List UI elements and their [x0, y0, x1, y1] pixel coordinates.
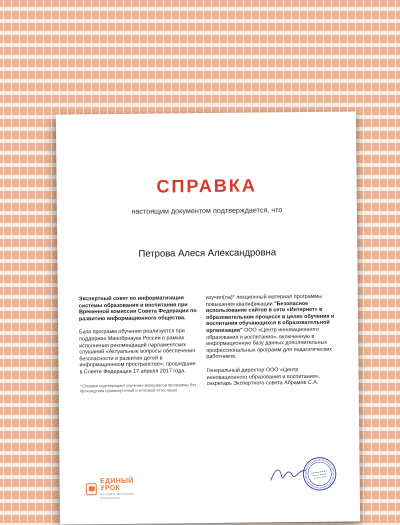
- right-column: [206, 294, 339, 395]
- logo-icon: [86, 483, 98, 495]
- certificate-subtitle: настоящим документом подтверждается, что: [131, 205, 283, 216]
- left-column: [79, 295, 198, 393]
- footnote: * Справка подтверждает изучение материалов программы без прохождения промежуточной и итоговой аттестации: [79, 381, 197, 393]
- edinyi-urok-logo: [86, 477, 148, 501]
- certificate-page: [56, 111, 360, 524]
- logo-name: ЕДИНЫЙ УРОК: [100, 477, 134, 493]
- council-heading: Экспертный совет по информатизации системы образования и воспитания при Временной комиссии Совета Федерации по развитию информационного общества.: [78, 295, 197, 323]
- signatory-text: Генеральный директор ООО «Центр инновационного образования и воспитания», секретарь Экспертного совета Абрамов С.А.: [206, 366, 321, 388]
- program-base-text: База программ обучения реализуется при поддержке Минобрнауки России в рамках исполнения рекомендаций парламентских слушаний «Актуальные вопросы обеспечения безопасности и развития детей в информационном пространстве», прошедшие в Совете Федерации 17 апреля 2017 года.: [79, 328, 196, 376]
- intro-text: изучил(ла)* лекционный материал программы повышения квалификации: [205, 293, 322, 308]
- logo-tagline: НАХОДКИ, МЕТОДИКИ, МАТЕРИАЛЫ: [100, 491, 135, 501]
- seal-stamp-icon: [299, 453, 340, 494]
- database-text: », включенную в информационную базу данных дополнительных профессиональных программ для педагогических работников.: [206, 333, 332, 361]
- org-prefix-text: ООО «Центр инновационного образования и воспитания: [206, 326, 319, 341]
- course-title: "Безопасное использование сайтов в сети «Интернет» в образовательном процессе в целях обучения и воспитания обучающихся в образовательной организации": [205, 300, 335, 334]
- certificate-title: СПРАВКА: [156, 175, 257, 197]
- course-description: [206, 294, 339, 361]
- recipient-name: Петрова Алеся Александровна: [138, 247, 277, 260]
